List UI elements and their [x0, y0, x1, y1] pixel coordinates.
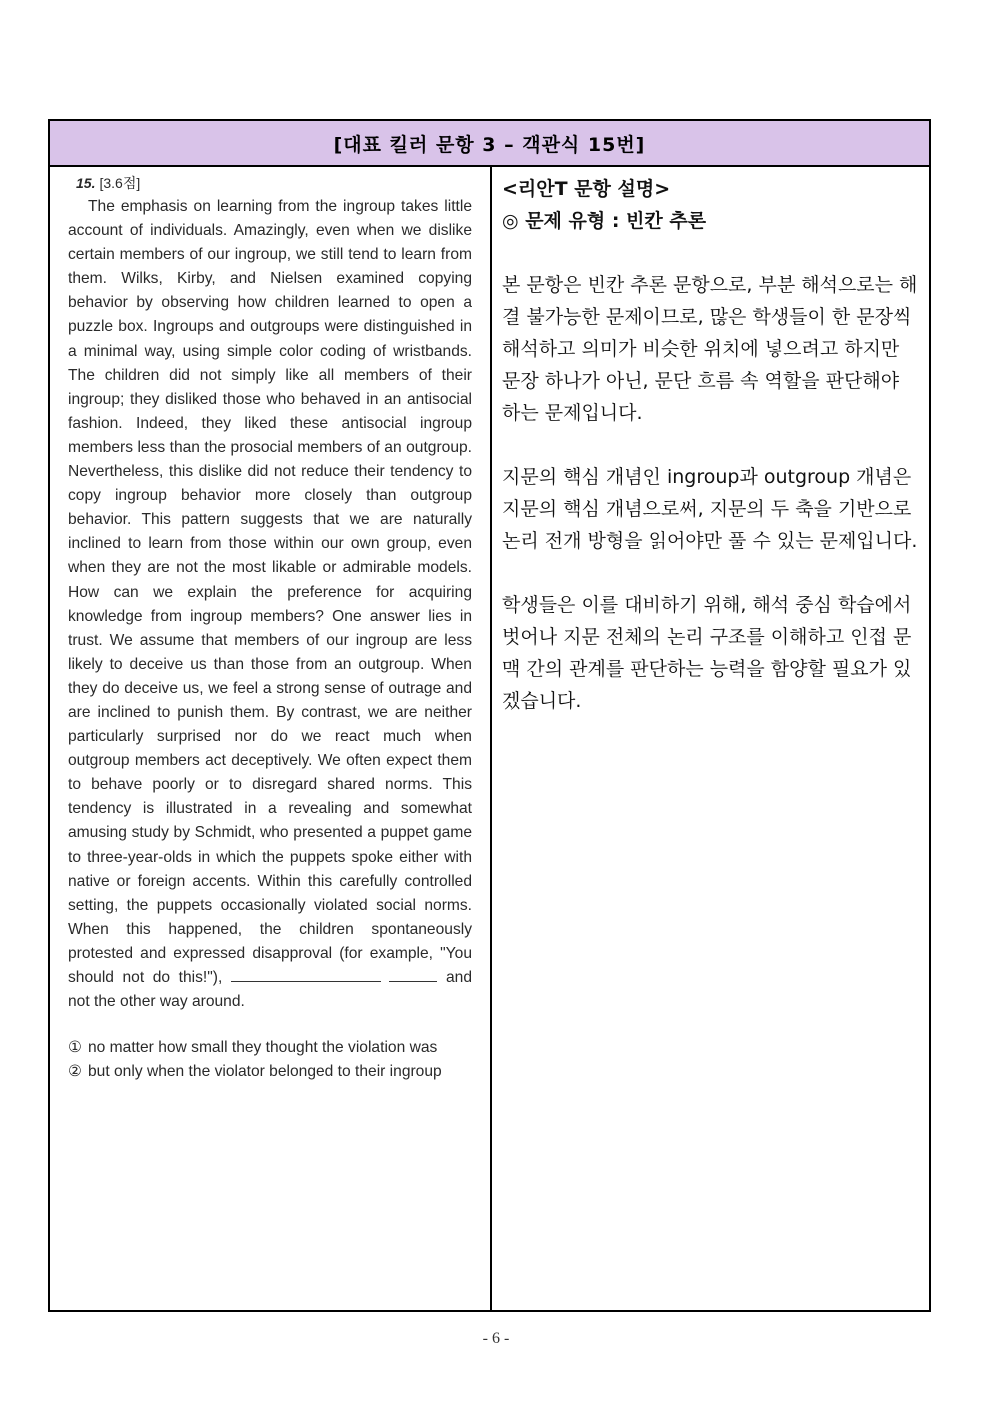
explanation-paragraph-3: 학생들은 이를 대비하기 위해, 해석 중심 학습에서 벗어나 지문 전체의 논리 구조를 이해하고 인접 문맥 간의 관계를 판단하는 능력을 함양할 필요가 있겠습니다.: [502, 594, 912, 712]
choice-1-text: no matter how small they thought the violation was: [88, 1039, 438, 1057]
choice-1: [68, 1036, 472, 1060]
question-type-line: ◎ 문제 유형 : 빈칸 추론: [502, 210, 707, 232]
choice-2: [68, 1060, 472, 1084]
explanation-paragraph-2: 지문의 핵심 개념인 ingroup과 outgroup 개념은 지문의 핵심 개념으로써, 지문의 두 축을 기반으로 논리 전개 방형을 읽어야만 풀 수 있는 문제입니다.: [502, 466, 918, 552]
choice-1-number: ①: [68, 1039, 82, 1057]
answer-blank-2: [389, 967, 437, 982]
answer-blank: [231, 967, 381, 982]
column-divider: [490, 167, 492, 1310]
page-number: - 6 -: [482, 1330, 510, 1347]
question-number: 15.: [76, 175, 96, 191]
explanation-column: [502, 173, 919, 1300]
question-points: [3.6점]: [99, 175, 141, 191]
question-heading: [68, 173, 472, 193]
question-table: [48, 119, 931, 1312]
header-title: [대표 킬러 문항 3 – 객관식 15번]: [333, 133, 646, 156]
explanation-paragraph-1: 본 문항은 빈칸 추론 문항으로, 부분 해석으로는 해결 불가능한 문제이므로, 많은 학생들이 한 문장씩 해석하고 의미가 비슷한 위치에 넣으려고 하지만 문장 하나가 아닌, 문단 흐름 속 역할을 판단해야 하는 문제입니다.: [502, 274, 918, 424]
question-column: [68, 173, 472, 1300]
choice-2-text: but only when the violator belonged to their ingroup: [88, 1063, 442, 1081]
table-header: [50, 121, 929, 167]
explanation-title: <리안T 문항 설명>: [502, 178, 671, 200]
answer-choices: [68, 1036, 472, 1084]
passage-text: The emphasis on learning from the ingroup takes little account of individuals. Amazingly, even when we dislike certain members of our ingroup, we still tend to learn from them. Wilks, Kirby, and Nielsen examined copying behavior by observing how children learned to open a puzzle box. Ingroups and outgroups were distinguished in a minimal way, using simple color coding of wristbands. The children did not simply like all members of their ingroup; they disliked those who behaved in an antisocial fashion. Indeed, they liked these antisocial ingroup members less than the prosocial members of an outgroup. Nevertheless, this dislike did not reduce their tendency to copy ingroup behavior more closely than outgroup behavior. This pattern suggests that we are naturally inclined to learn from those within our own group, even when they are not the most likable or admirable models. How can we explain the preference for acquiring knowledge from ingroup members? One answer lies in trust. We assume that members of our ingroup are less likely to deceive us than those from an outgroup. When they do deceive us, we feel a strong sense of outrage and are inclined to punish them. By contrast, we are neither particularly surprised nor do we react much when outgroup members act deceptively. We often expect them to behave poorly or to disregard shared norms. This tendency is illustrated in a revealing and somewhat amusing study by Schmidt, who presented a puppet game to three-year-olds in which the puppets spoke either with native or foreign accents. Within this carefully controlled setting, the puppets occasionally violated social norms. When this happened, the children spontaneously protested and expressed disapproval (for example, "You should not do this!"),: [68, 198, 472, 986]
choice-2-number: ②: [68, 1063, 82, 1081]
passage-end: and not the other way around.: [68, 969, 472, 1011]
question-passage: [68, 195, 472, 1014]
